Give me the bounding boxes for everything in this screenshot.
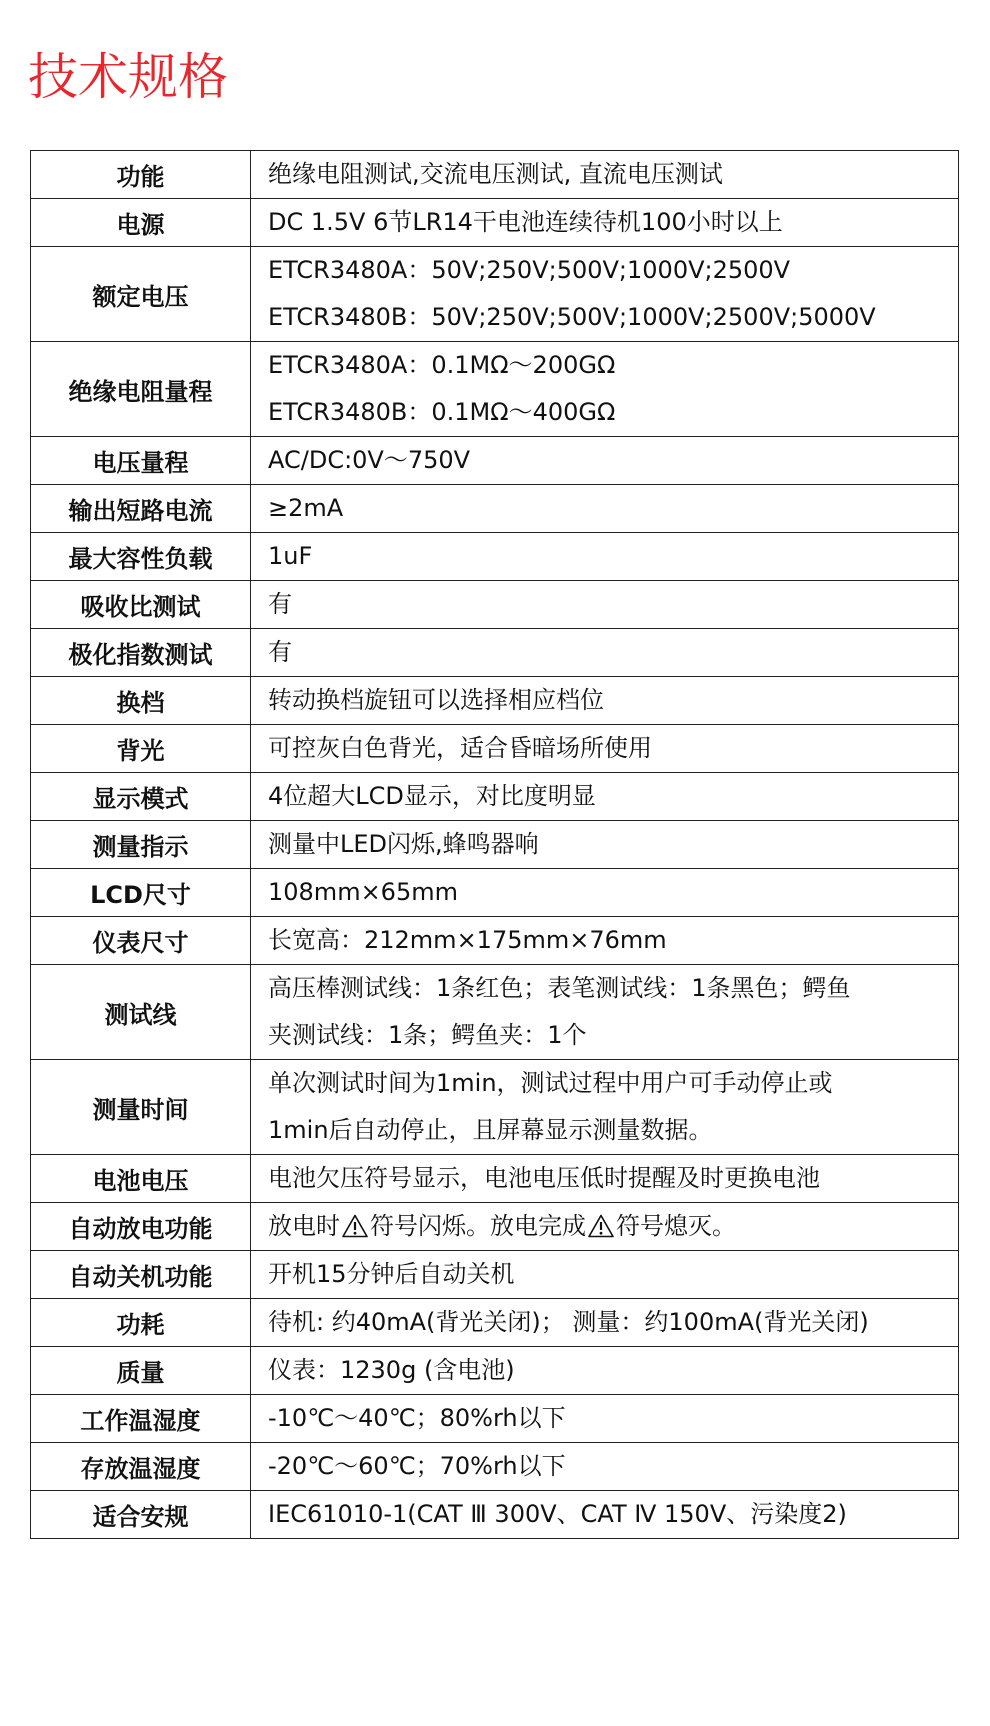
spec-label: 测量指示 bbox=[31, 821, 251, 869]
spec-row-backlight bbox=[31, 725, 959, 773]
spec-value bbox=[251, 485, 959, 533]
spec-label: 吸收比测试 bbox=[31, 581, 251, 629]
spec-row-range-switch bbox=[31, 677, 959, 725]
spec-value bbox=[251, 1155, 959, 1203]
spec-value-line: ETCR3480B：0.1MΩ～400GΩ bbox=[268, 398, 616, 426]
spec-row-storage-conditions bbox=[31, 1443, 959, 1491]
spec-label: 电源 bbox=[31, 199, 251, 247]
spec-value bbox=[251, 917, 959, 965]
spec-label: 显示模式 bbox=[31, 773, 251, 821]
spec-label: 电压量程 bbox=[31, 437, 251, 485]
spec-label: 额定电压 bbox=[31, 247, 251, 342]
spec-label: 极化指数测试 bbox=[31, 629, 251, 677]
spec-label: 测量时间 bbox=[31, 1060, 251, 1155]
spec-row-display-mode bbox=[31, 773, 959, 821]
spec-value bbox=[251, 821, 959, 869]
spec-value bbox=[251, 773, 959, 821]
spec-row-rated-voltage bbox=[31, 247, 959, 342]
spec-value bbox=[251, 247, 959, 342]
spec-value-line: DC 1.5V 6节LR14干电池连续待机100小时以上 bbox=[268, 208, 783, 236]
spec-value-line: 108mm×65mm bbox=[268, 878, 458, 906]
spec-value-line: 电池欠压符号显示，电池电压低时提醒及时更换电池 bbox=[268, 1164, 820, 1192]
spec-value bbox=[251, 869, 959, 917]
page-title: 技术规格 bbox=[28, 48, 228, 106]
spec-value-line: 有 bbox=[268, 590, 292, 618]
spec-value-line: 仪表：1230g (含电池) bbox=[268, 1356, 515, 1384]
spec-row-lcd-size bbox=[31, 869, 959, 917]
spec-value-line: 4位超大LCD显示，对比度明显 bbox=[268, 782, 596, 810]
spec-value bbox=[251, 965, 959, 1060]
spec-label: 电池电压 bbox=[31, 1155, 251, 1203]
spec-value-line: -20℃～60℃；70%rh以下 bbox=[268, 1452, 566, 1480]
spec-value-line: 测量中LED闪烁,蜂鸣器响 bbox=[268, 830, 539, 858]
spec-row-weight bbox=[31, 1347, 959, 1395]
spec-value-line: 可控灰白色背光，适合昏暗场所使用 bbox=[268, 734, 652, 762]
spec-row-meter-size bbox=[31, 917, 959, 965]
discharge-text-end: 符号熄灭。 bbox=[616, 1212, 736, 1240]
spec-row-insulation-range bbox=[31, 342, 959, 437]
spec-value-line bbox=[268, 1203, 946, 1250]
spec-value-line: IEC61010-1(CAT Ⅲ 300V、CAT Ⅳ 150V、污染度2) bbox=[268, 1500, 847, 1528]
spec-row-function bbox=[31, 151, 959, 199]
spec-value bbox=[251, 1251, 959, 1299]
spec-value bbox=[251, 151, 959, 199]
spec-row-power-supply bbox=[31, 199, 959, 247]
spec-label: 工作温湿度 bbox=[31, 1395, 251, 1443]
spec-value bbox=[251, 437, 959, 485]
spec-label: 绝缘电阻量程 bbox=[31, 342, 251, 437]
spec-label: 自动放电功能 bbox=[31, 1203, 251, 1251]
spec-value bbox=[251, 199, 959, 247]
spec-label: 测试线 bbox=[31, 965, 251, 1060]
spec-label: 自动关机功能 bbox=[31, 1251, 251, 1299]
spec-label: 最大容性负载 bbox=[31, 533, 251, 581]
spec-label: 仪表尺寸 bbox=[31, 917, 251, 965]
spec-label: 功耗 bbox=[31, 1299, 251, 1347]
spec-value-line: ETCR3480A：50V;250V;500V;1000V;2500V bbox=[268, 256, 791, 284]
spec-value-line: 1uF bbox=[268, 542, 313, 570]
spec-value bbox=[251, 1299, 959, 1347]
warning-triangle-icon bbox=[588, 1207, 614, 1254]
spec-value-line: 1min后自动停止，且屏幕显示测量数据。 bbox=[268, 1116, 713, 1144]
discharge-text-start: 放电时 bbox=[268, 1212, 340, 1240]
spec-value-line: ETCR3480A：0.1MΩ～200GΩ bbox=[268, 351, 616, 379]
spec-value-line: AC/DC:0V～750V bbox=[268, 446, 471, 474]
warning-triangle-icon bbox=[342, 1207, 368, 1254]
spec-label: LCD尺寸 bbox=[31, 869, 251, 917]
spec-row-measurement-indicator bbox=[31, 821, 959, 869]
spec-value-line: ETCR3480B：50V;250V;500V;1000V;2500V;5000V bbox=[268, 303, 876, 331]
spec-value-line: 有 bbox=[268, 638, 292, 666]
spec-label: 背光 bbox=[31, 725, 251, 773]
spec-row-max-capacitive-load bbox=[31, 533, 959, 581]
spec-value bbox=[251, 581, 959, 629]
spec-value-line: 开机15分钟后自动关机 bbox=[268, 1260, 515, 1288]
spec-value bbox=[251, 725, 959, 773]
spec-row-test-leads bbox=[31, 965, 959, 1060]
spec-value-line: 夹测试线：1条；鳄鱼夹：1个 bbox=[268, 1021, 587, 1049]
spec-label: 功能 bbox=[31, 151, 251, 199]
spec-value bbox=[251, 1060, 959, 1155]
spec-row-safety-standard bbox=[31, 1491, 959, 1539]
spec-value bbox=[251, 1203, 959, 1251]
spec-value-line: 单次测试时间为1min，测试过程中用户可手动停止或 bbox=[268, 1069, 833, 1097]
spec-value bbox=[251, 629, 959, 677]
spec-label: 质量 bbox=[31, 1347, 251, 1395]
spec-row-voltage-range bbox=[31, 437, 959, 485]
spec-label: 换档 bbox=[31, 677, 251, 725]
spec-label: 存放温湿度 bbox=[31, 1443, 251, 1491]
spec-row-power-consumption bbox=[31, 1299, 959, 1347]
spec-row-auto-discharge bbox=[31, 1203, 959, 1251]
spec-row-polarization-index bbox=[31, 629, 959, 677]
spec-value-line: -10℃～40℃；80%rh以下 bbox=[268, 1404, 566, 1432]
spec-value bbox=[251, 1395, 959, 1443]
spec-table bbox=[30, 150, 959, 1539]
spec-label: 适合安规 bbox=[31, 1491, 251, 1539]
spec-row-short-circuit-current bbox=[31, 485, 959, 533]
spec-value bbox=[251, 1347, 959, 1395]
spec-label: 输出短路电流 bbox=[31, 485, 251, 533]
spec-value-line: 高压棒测试线：1条红色；表笔测试线：1条黑色；鳄鱼 bbox=[268, 974, 851, 1002]
spec-value-line: 待机: 约40mA(背光关闭)； 测量：约100mA(背光关闭) bbox=[268, 1308, 869, 1336]
spec-value-line: 长宽高：212mm×175mm×76mm bbox=[268, 926, 667, 954]
spec-value bbox=[251, 1491, 959, 1539]
spec-row-absorption-ratio bbox=[31, 581, 959, 629]
spec-value-line: 转动换档旋钮可以选择相应档位 bbox=[268, 686, 604, 714]
spec-row-measurement-time bbox=[31, 1060, 959, 1155]
spec-value bbox=[251, 1443, 959, 1491]
spec-row-auto-power-off bbox=[31, 1251, 959, 1299]
spec-value bbox=[251, 342, 959, 437]
spec-row-battery-voltage bbox=[31, 1155, 959, 1203]
spec-value-line: 绝缘电阻测试,交流电压测试, 直流电压测试 bbox=[268, 160, 723, 188]
spec-value-line: ≥2mA bbox=[268, 494, 344, 522]
spec-row-operating-conditions bbox=[31, 1395, 959, 1443]
discharge-text-middle: 符号闪烁。放电完成 bbox=[370, 1212, 586, 1240]
spec-value bbox=[251, 677, 959, 725]
spec-value bbox=[251, 533, 959, 581]
